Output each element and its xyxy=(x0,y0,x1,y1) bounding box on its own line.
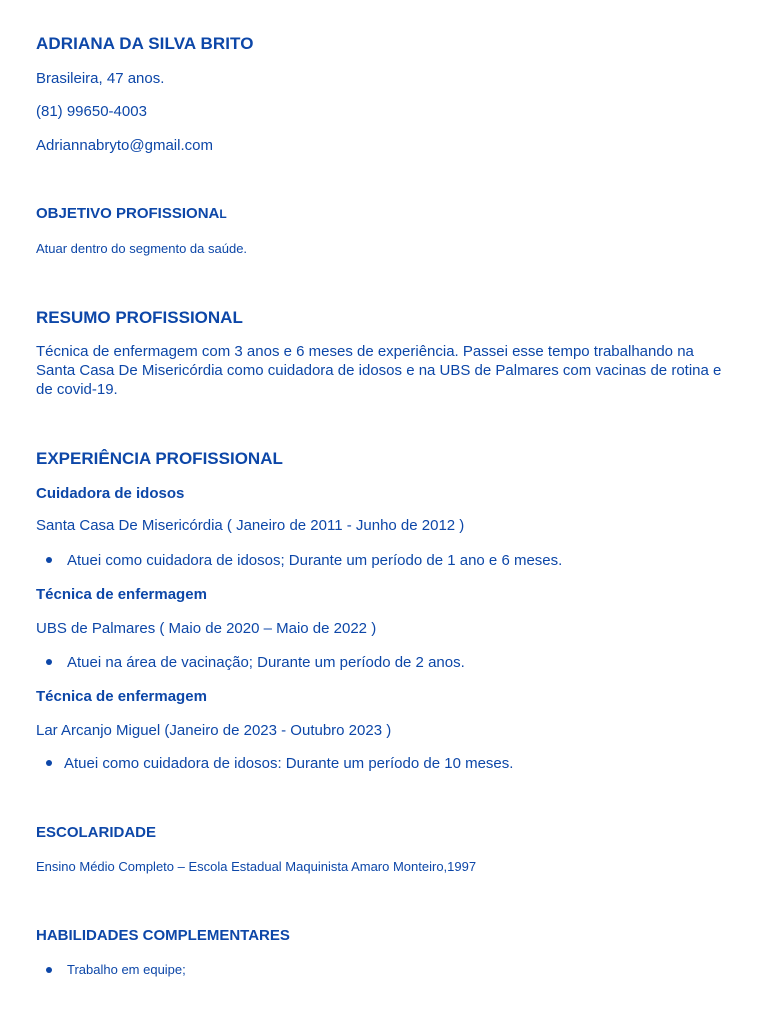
nationality-age: Brasileira, 47 anos. xyxy=(36,70,165,87)
skill-item-text: Trabalho em equipe; xyxy=(67,962,186,977)
objective-heading-main: OBJETIVO PROFISSIONA xyxy=(36,205,220,222)
job-role: Cuidadora de idosos xyxy=(36,485,185,502)
job-place: UBS de Palmares ( Maio de 2020 – Maio de 2022 ) xyxy=(36,620,377,637)
education-text: Ensino Médio Completo – Escola Estadual Maquinista Amaro Monteiro,1997 xyxy=(36,859,477,874)
job-bullet xyxy=(46,654,465,671)
job-bullet-text: Atuei como cuidadora de idosos; Durante um período de 1 ano e 6 meses. xyxy=(67,552,563,569)
bullet-icon xyxy=(46,760,52,766)
job-bullet xyxy=(46,552,562,569)
candidate-name: ADRIANA DA SILVA BRITO xyxy=(36,34,254,53)
skill-item xyxy=(46,962,186,977)
bullet-icon xyxy=(46,659,52,665)
summary-text: Técnica de enfermagem com 3 anos e 6 meses de experiência. Passei esse tempo trabalhando na Santa Casa De Misericórdia como cuidadora de idosos e na UBS de Palmares com vacinas de rotina e de covid-19. xyxy=(36,343,722,398)
phone-number: (81) 99650-4003 xyxy=(36,103,147,120)
summary-heading: RESUMO PROFISSIONAL xyxy=(36,308,243,327)
objective-heading-tail: L xyxy=(219,207,227,221)
job-bullet-text: Atuei como cuidadora de idosos: Durante um período de 10 meses. xyxy=(64,755,514,772)
job-role: Técnica de enfermagem xyxy=(36,688,207,705)
job-role: Técnica de enfermagem xyxy=(36,586,207,603)
objective-text: Atuar dentro do segmento da saúde. xyxy=(36,241,248,256)
objective-heading xyxy=(36,205,227,222)
job-place: Lar Arcanjo Miguel (Janeiro de 2023 - Outubro 2023 ) xyxy=(36,722,392,739)
email-address: Adriannabryto@gmail.com xyxy=(36,137,213,154)
job-bullet-text: Atuei na área de vacinação; Durante um período de 2 anos. xyxy=(67,654,465,671)
bullet-icon xyxy=(46,967,52,973)
experience-heading: EXPERIÊNCIA PROFISSIONAL xyxy=(36,449,283,468)
skills-heading: HABILIDADES COMPLEMENTARES xyxy=(36,927,290,944)
bullet-icon xyxy=(46,557,52,563)
job-bullet xyxy=(46,755,513,772)
education-heading: ESCOLARIDADE xyxy=(36,824,157,841)
job-place: Santa Casa De Misericórdia ( Janeiro de 2011 - Junho de 2012 ) xyxy=(36,517,465,534)
